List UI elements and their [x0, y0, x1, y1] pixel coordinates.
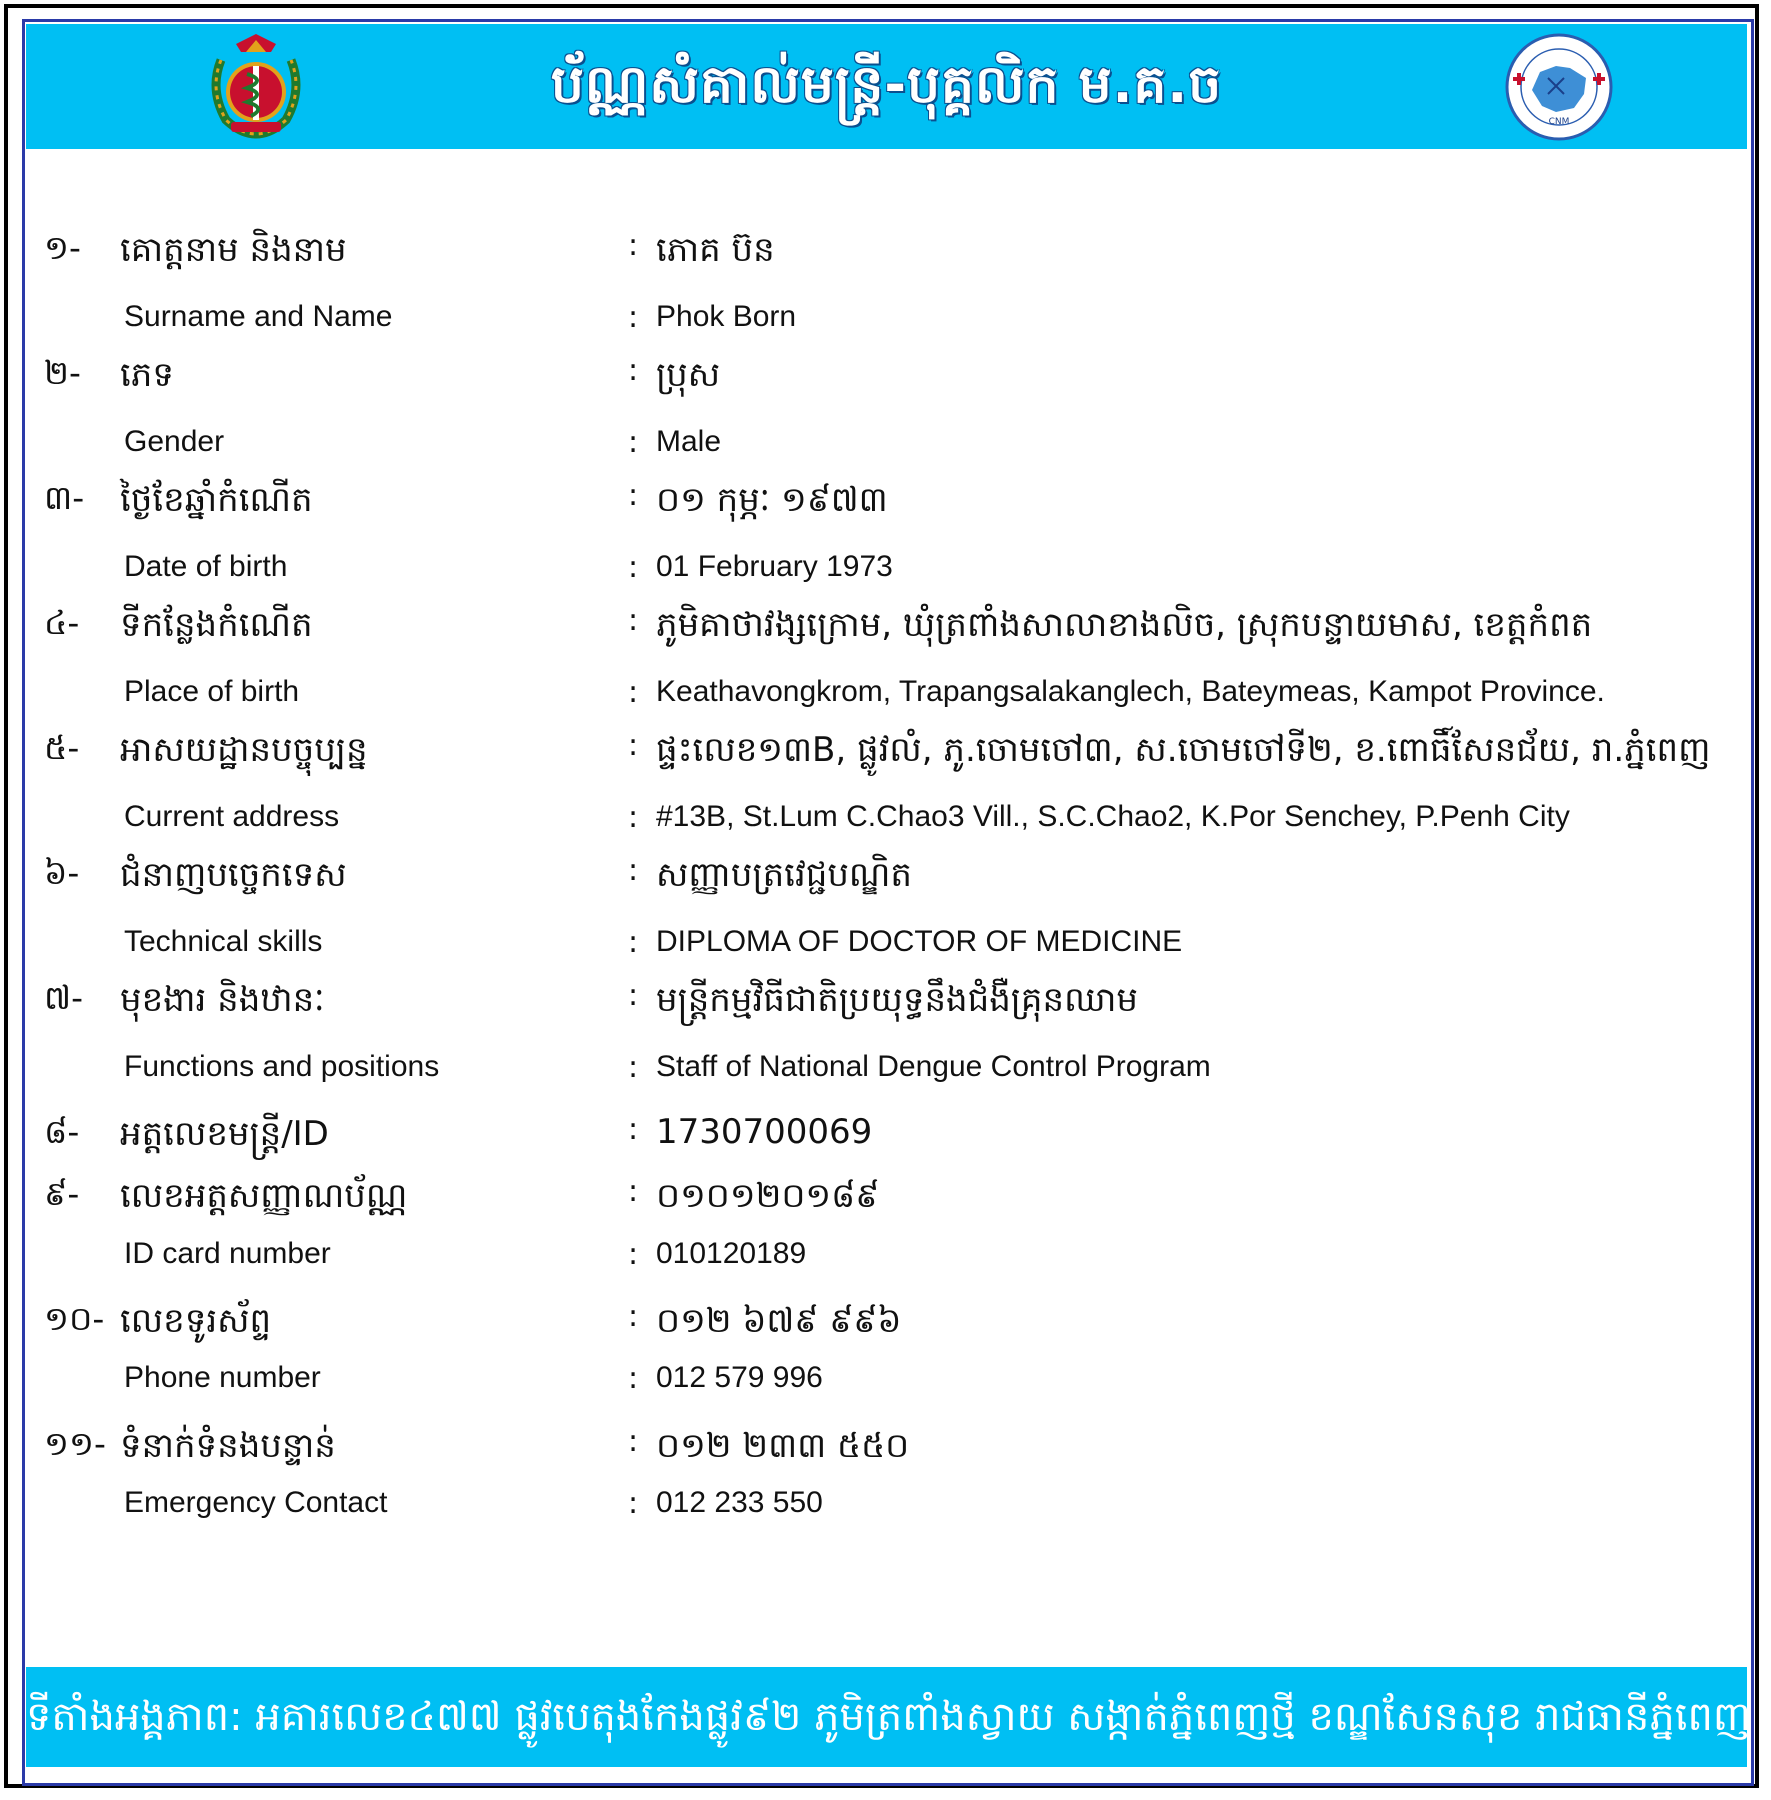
separator: :: [628, 300, 639, 335]
item-number: ៣-: [44, 478, 85, 517]
field-value: 012 233 550: [656, 1486, 823, 1519]
item-number: ៨-: [44, 1112, 80, 1151]
separator: :: [628, 1174, 639, 1209]
field-value: មន្ត្រីកម្មវិធីជាតិប្រយុទ្ធនឹងជំងឺគ្រុនឈាម: [656, 980, 1138, 1020]
field-value: 012 579 996: [656, 1361, 823, 1394]
separator: :: [628, 353, 639, 388]
field-value: ភូមិគាថាវង្សក្រោម, ឃុំត្រពាំងសាលាខាងលិច, ស្រុកបន្ទាយមាស, ខេត្តកំពត: [656, 605, 1593, 645]
separator: :: [628, 1486, 639, 1521]
item-number: ៦-: [44, 853, 80, 892]
list-item: [0, 925, 1771, 975]
list-item: [0, 1112, 1771, 1162]
list-item: [0, 800, 1771, 850]
item-number: ១-: [44, 228, 81, 267]
item-number: ៧-: [44, 978, 83, 1017]
field-value: ០១០១២០១៨៩: [656, 1176, 880, 1216]
field-label: Gender: [124, 425, 225, 458]
list-item: [0, 1174, 1771, 1224]
list-item: [0, 425, 1771, 475]
separator: :: [628, 425, 639, 460]
field-label: ភេទ: [120, 355, 174, 395]
separator: :: [628, 925, 639, 960]
svg-text:CNM: CNM: [1548, 117, 1570, 127]
field-label: Technical skills: [124, 925, 323, 958]
item-number: ១០-: [44, 1299, 105, 1338]
separator: :: [628, 978, 639, 1013]
field-value: Phok Born: [656, 300, 797, 333]
field-label: លេខអត្តសញ្ញាណប័ណ្ណ: [120, 1176, 408, 1216]
field-value: ផ្ទះលេខ១៣B, ផ្លូវលំ, ភូ.ចោមចៅ៣, ស.ចោមចៅទី២, ខ.ពោធិ៍សែនជ័យ, រា.ភ្នំពេញ: [656, 730, 1711, 770]
list-item: [0, 228, 1771, 278]
list-item: [0, 853, 1771, 903]
field-label: Phone number: [124, 1361, 321, 1394]
separator: :: [628, 675, 639, 710]
field-label: Functions and positions: [124, 1050, 440, 1083]
field-label: ថ្ងៃខែឆ្នាំកំណើត: [120, 480, 313, 520]
field-label: Current address: [124, 800, 340, 833]
separator: :: [628, 728, 639, 763]
field-label: Emergency Contact: [124, 1486, 388, 1519]
separator: :: [628, 800, 639, 835]
field-value: Male: [656, 425, 722, 458]
field-label: ជំនាញបច្ចេកទេស: [120, 855, 347, 895]
list-item: [0, 728, 1771, 778]
footer-band: [26, 1667, 1751, 1767]
field-label: អាសយដ្ឋានបច្ចុប្បន្ន: [120, 730, 368, 770]
list-item: [0, 603, 1771, 653]
field-value: ០១ កុម្ភៈ ១៩៧៣: [656, 480, 888, 520]
field-label: ID card number: [124, 1237, 331, 1270]
separator: :: [628, 478, 639, 513]
separator: :: [628, 1424, 639, 1459]
field-value: 1730700069: [656, 1112, 873, 1152]
list-item: [0, 978, 1771, 1028]
field-value: សញ្ញាបត្រវេជ្ជបណ្ឌិត: [656, 855, 912, 895]
field-value: DIPLOMA OF DOCTOR OF MEDICINE: [656, 925, 1183, 958]
separator: :: [628, 603, 639, 638]
field-label: Date of birth: [124, 550, 288, 583]
list-item: [0, 675, 1771, 725]
separator: :: [628, 1237, 639, 1272]
field-value: ប្រុស: [656, 355, 721, 395]
separator: :: [628, 1050, 639, 1085]
separator: :: [628, 1299, 639, 1334]
separator: :: [628, 1361, 639, 1396]
list-item: [0, 478, 1771, 528]
field-label: លេខទូរស័ព្ទ: [120, 1301, 272, 1341]
field-value: Staff of National Dengue Control Program: [656, 1050, 1211, 1083]
field-label: Surname and Name: [124, 300, 393, 333]
card-title: ប័ណ្ណសំគាល់មន្ត្រី-បុគ្គលិក ម.គ.ច: [550, 55, 1223, 115]
item-number: ៥-: [44, 728, 80, 767]
field-value: ភោគ ប៊ន: [656, 230, 775, 270]
field-value: Keathavongkrom, Trapangsalakanglech, Bateymeas, Kampot Province.: [656, 675, 1605, 708]
item-number: ៤-: [44, 603, 80, 642]
field-value: ០១២ ៦៧៩ ៩៩៦: [656, 1301, 902, 1341]
field-value: ០១២ ២៣៣ ៥៥០: [656, 1426, 910, 1466]
list-item: [0, 1361, 1771, 1411]
field-label: គោត្តនាម និងនាម: [120, 230, 347, 270]
item-number: ២-: [44, 353, 81, 392]
field-value: 01 February 1973: [656, 550, 893, 583]
item-number: ១១-: [44, 1424, 106, 1463]
list-item: [0, 1050, 1771, 1100]
separator: :: [628, 228, 639, 263]
list-item: [0, 353, 1771, 403]
item-number: ៩-: [44, 1174, 80, 1213]
field-label: Place of birth: [124, 675, 300, 708]
separator: :: [628, 1112, 639, 1147]
field-value: #13B, St.Lum C.Chao3 Vill., S.C.Chao2, K.Por Senchey, P.Penh City: [656, 800, 1570, 833]
list-item: [0, 1299, 1771, 1349]
list-item: [0, 550, 1771, 600]
separator: :: [628, 550, 639, 585]
list-item: [0, 1486, 1771, 1536]
field-label: ទីកន្លែងកំណើត: [120, 605, 313, 645]
office-address: ទីតាំងអង្គភាព: អគារលេខ៤៧៧ ផ្លូវបេតុងកែងផ្លូវ៩២ ភូមិត្រពាំងស្វាយ សង្កាត់ភ្នំពេញថ្មី ខណ្ឌសែនសុខ រាជធានីភ្នំពេញ: [26, 1694, 1751, 1740]
field-label: ទំនាក់ទំនងបន្ទាន់: [120, 1426, 336, 1466]
list-item: [0, 1424, 1771, 1474]
separator: :: [628, 853, 639, 888]
field-label: មុខងារ និងឋានៈ: [120, 980, 325, 1020]
list-item: [0, 300, 1771, 350]
field-label: អត្តលេខមន្ត្រី/ID: [120, 1114, 329, 1154]
field-value: 010120189: [656, 1237, 807, 1270]
list-item: [0, 1237, 1771, 1287]
